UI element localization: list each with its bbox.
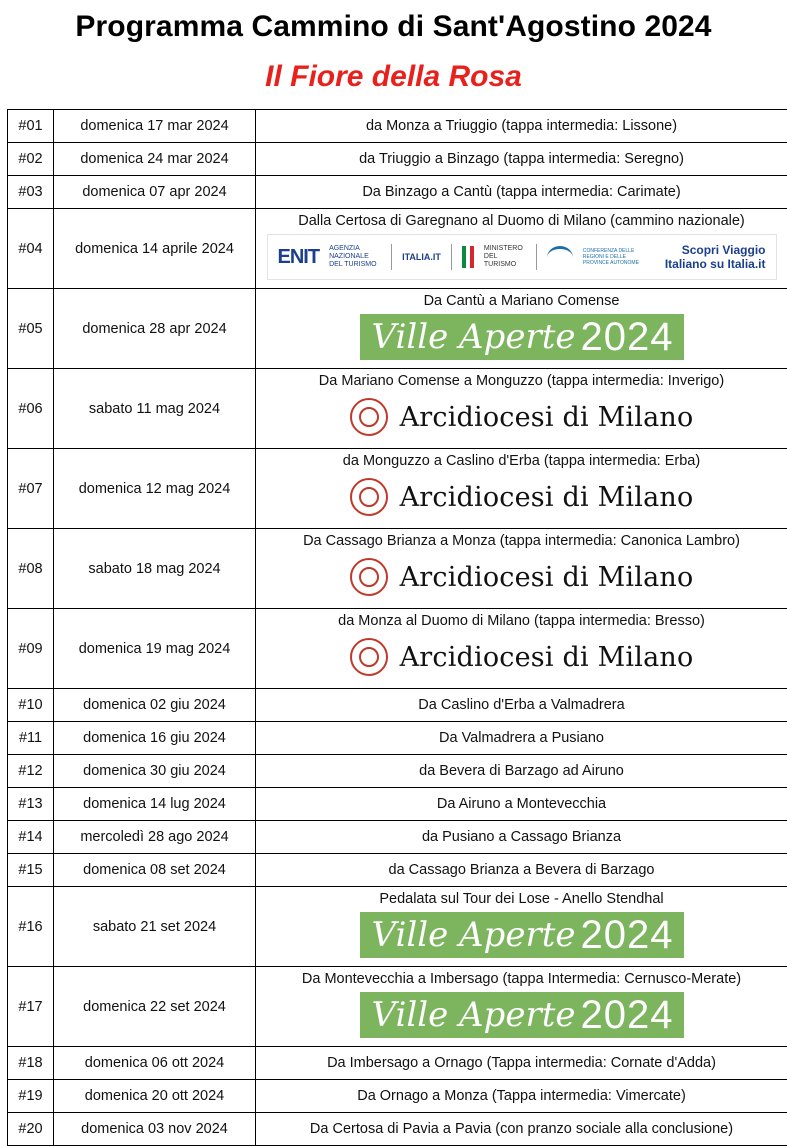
- stage-route: da Cassago Brianza a Bevera di Barzago: [256, 854, 787, 887]
- ministero-caption: MINISTERO DEL TURISMO: [483, 245, 523, 268]
- stage-number: #15: [8, 854, 54, 887]
- stage-date: mercoledì 28 ago 2024: [54, 821, 256, 854]
- arcidiocesi-banner: [334, 634, 710, 680]
- stage-route: da Pusiano a Cassago Brianza: [256, 821, 787, 854]
- table-row: [8, 176, 787, 209]
- enit-logo: ENIT: [277, 245, 320, 268]
- ville-aperte-year: 2024: [580, 315, 674, 359]
- italia-banner: [267, 234, 777, 280]
- stage-number: #06: [8, 369, 54, 449]
- stage-date: domenica 24 mar 2024: [54, 143, 256, 176]
- table-row: [8, 609, 787, 689]
- italian-flag-icon: [462, 246, 474, 268]
- table-row: [8, 369, 787, 449]
- stage-route: Da Certosa di Pavia a Pavia (con pranzo sociale alla conclusione): [256, 1113, 787, 1146]
- stage-date: domenica 22 set 2024: [54, 967, 256, 1047]
- stage-route: Da Ornago a Monza (Tappa intermedia: Vimercate): [256, 1080, 787, 1113]
- stage-route: da Monza a Triuggio (tappa intermedia: Lissone): [256, 110, 787, 143]
- ville-aperte-script: Ville Aperte: [371, 995, 576, 1035]
- stage-route: Da Mariano Comense a Monguzzo (tappa intermedia: Inverigo): [318, 373, 725, 389]
- stage-date: domenica 19 mag 2024: [54, 609, 256, 689]
- arcidiocesi-text: Arcidiocesi di Milano: [399, 401, 694, 433]
- stage-date: domenica 14 aprile 2024: [54, 209, 256, 289]
- stage-number: #09: [8, 609, 54, 689]
- stage-date: sabato 18 mag 2024: [54, 529, 256, 609]
- enit-caption: AGENZIA NAZIONALE DEL TURISMO: [329, 245, 377, 268]
- arcidiocesi-text: Arcidiocesi di Milano: [399, 481, 694, 513]
- stage-number: #16: [8, 887, 54, 967]
- stage-route: Da Caslino d'Erba a Valmadrera: [256, 689, 787, 722]
- stage-date: domenica 07 apr 2024: [54, 176, 256, 209]
- ville-aperte-year: 2024: [580, 913, 674, 957]
- table-row: [8, 887, 787, 967]
- schedule-table: [7, 109, 787, 1146]
- stage-route-cell: [256, 209, 787, 289]
- table-row: [8, 1047, 787, 1080]
- ville-aperte-banner: [360, 314, 684, 360]
- table-row: [8, 854, 787, 887]
- table-row: [8, 1080, 787, 1113]
- arcidiocesi-text: Arcidiocesi di Milano: [399, 641, 694, 673]
- divider: [391, 244, 392, 270]
- table-row: [8, 821, 787, 854]
- stage-route: Da Imbersago a Ornago (Tappa intermedia: Cornate d'Adda): [256, 1047, 787, 1080]
- table-row: [8, 289, 787, 369]
- arcidiocesi-banner: [334, 554, 710, 600]
- ville-aperte-script: Ville Aperte: [371, 915, 576, 955]
- stage-number: #10: [8, 689, 54, 722]
- page-subtitle: Il Fiore della Rosa: [265, 60, 522, 93]
- conferenza-caption: CONFERENZA DELLE REGIONI E DELLE PROVINCE AUTONOME: [582, 248, 639, 266]
- stage-date: sabato 11 mag 2024: [54, 369, 256, 449]
- stage-number: #13: [8, 788, 54, 821]
- table-row: [8, 1113, 787, 1146]
- stage-route: Da Cantù a Mariano Comense: [423, 293, 620, 309]
- diocese-seal-icon: [350, 558, 388, 596]
- stage-number: #02: [8, 143, 54, 176]
- arcidiocesi-banner: [334, 474, 710, 520]
- scopri-viaggio-text: Scopri Viaggio Italiano su Italia.it: [664, 243, 766, 271]
- stage-route: Da Valmadrera a Pusiano: [256, 722, 787, 755]
- stage-route-cell: [256, 967, 787, 1047]
- stage-date: domenica 14 lug 2024: [54, 788, 256, 821]
- ville-aperte-banner: [360, 912, 684, 958]
- stage-route: da Triuggio a Binzago (tappa intermedia: Seregno): [256, 143, 787, 176]
- diocese-seal-icon: [350, 638, 388, 676]
- stage-date: domenica 30 giu 2024: [54, 755, 256, 788]
- stage-date: sabato 21 set 2024: [54, 887, 256, 967]
- table-row: [8, 722, 787, 755]
- italia-it-logo: ITALIA.IT: [402, 252, 441, 262]
- italia-banner-logos: [278, 244, 643, 270]
- page-title: Programma Cammino di Sant'Agostino 2024: [75, 10, 712, 43]
- stage-route-cell: [256, 289, 787, 369]
- table-row: [8, 755, 787, 788]
- stage-date: domenica 02 giu 2024: [54, 689, 256, 722]
- table-row: [8, 143, 787, 176]
- conferenza-wave-icon: [547, 246, 573, 269]
- stage-route: da Monguzzo a Caslino d'Erba (tappa intermedia: Erba): [342, 453, 701, 469]
- stage-number: #18: [8, 1047, 54, 1080]
- stage-date: domenica 12 mag 2024: [54, 449, 256, 529]
- ville-aperte-year: 2024: [580, 993, 674, 1037]
- stage-route-cell: [256, 887, 787, 967]
- table-row: [8, 209, 787, 289]
- stage-route: Da Cassago Brianza a Monza (tappa intermedia: Canonica Lambro): [303, 533, 740, 549]
- stage-route: da Monza al Duomo di Milano (tappa intermedia: Bresso): [338, 613, 705, 629]
- stage-route: Dalla Certosa di Garegnano al Duomo di Milano (cammino nazionale): [298, 213, 745, 229]
- stage-number: #19: [8, 1080, 54, 1113]
- divider: [451, 244, 452, 270]
- diocese-seal-icon: [350, 478, 388, 516]
- stage-number: #03: [8, 176, 54, 209]
- stage-number: #05: [8, 289, 54, 369]
- stage-route-cell: [256, 529, 787, 609]
- stage-date: domenica 16 giu 2024: [54, 722, 256, 755]
- table-row: [8, 788, 787, 821]
- stage-date: domenica 28 apr 2024: [54, 289, 256, 369]
- stage-number: #17: [8, 967, 54, 1047]
- stage-date: domenica 20 ott 2024: [54, 1080, 256, 1113]
- stage-date: domenica 03 nov 2024: [54, 1113, 256, 1146]
- arcidiocesi-text: Arcidiocesi di Milano: [399, 561, 694, 593]
- stage-number: #12: [8, 755, 54, 788]
- stage-date: domenica 06 ott 2024: [54, 1047, 256, 1080]
- table-row: [8, 967, 787, 1047]
- table-row: [8, 449, 787, 529]
- stage-route-cell: [256, 609, 787, 689]
- stage-route: Da Airuno a Montevecchia: [256, 788, 787, 821]
- stage-number: #11: [8, 722, 54, 755]
- ville-aperte-script: Ville Aperte: [371, 317, 576, 357]
- stage-route: Da Binzago a Cantù (tappa intermedia: Carimate): [256, 176, 787, 209]
- diocese-seal-icon: [350, 398, 388, 436]
- stage-number: #14: [8, 821, 54, 854]
- ville-aperte-banner: [360, 992, 684, 1038]
- stage-number: #07: [8, 449, 54, 529]
- arcidiocesi-banner: [334, 394, 710, 440]
- table-row: [8, 689, 787, 722]
- stage-route: da Bevera di Barzago ad Airuno: [256, 755, 787, 788]
- stage-route: Da Montevecchia a Imbersago (tappa Intermedia: Cernusco-Merate): [301, 971, 742, 987]
- stage-number: #01: [8, 110, 54, 143]
- stage-number: #20: [8, 1113, 54, 1146]
- stage-date: domenica 08 set 2024: [54, 854, 256, 887]
- table-row: [8, 110, 787, 143]
- divider: [536, 244, 537, 270]
- stage-route-cell: [256, 369, 787, 449]
- stage-date: domenica 17 mar 2024: [54, 110, 256, 143]
- stage-number: #04: [8, 209, 54, 289]
- stage-route: Pedalata sul Tour dei Lose - Anello Stendhal: [379, 891, 664, 907]
- stage-number: #08: [8, 529, 54, 609]
- stage-route-cell: [256, 449, 787, 529]
- table-row: [8, 529, 787, 609]
